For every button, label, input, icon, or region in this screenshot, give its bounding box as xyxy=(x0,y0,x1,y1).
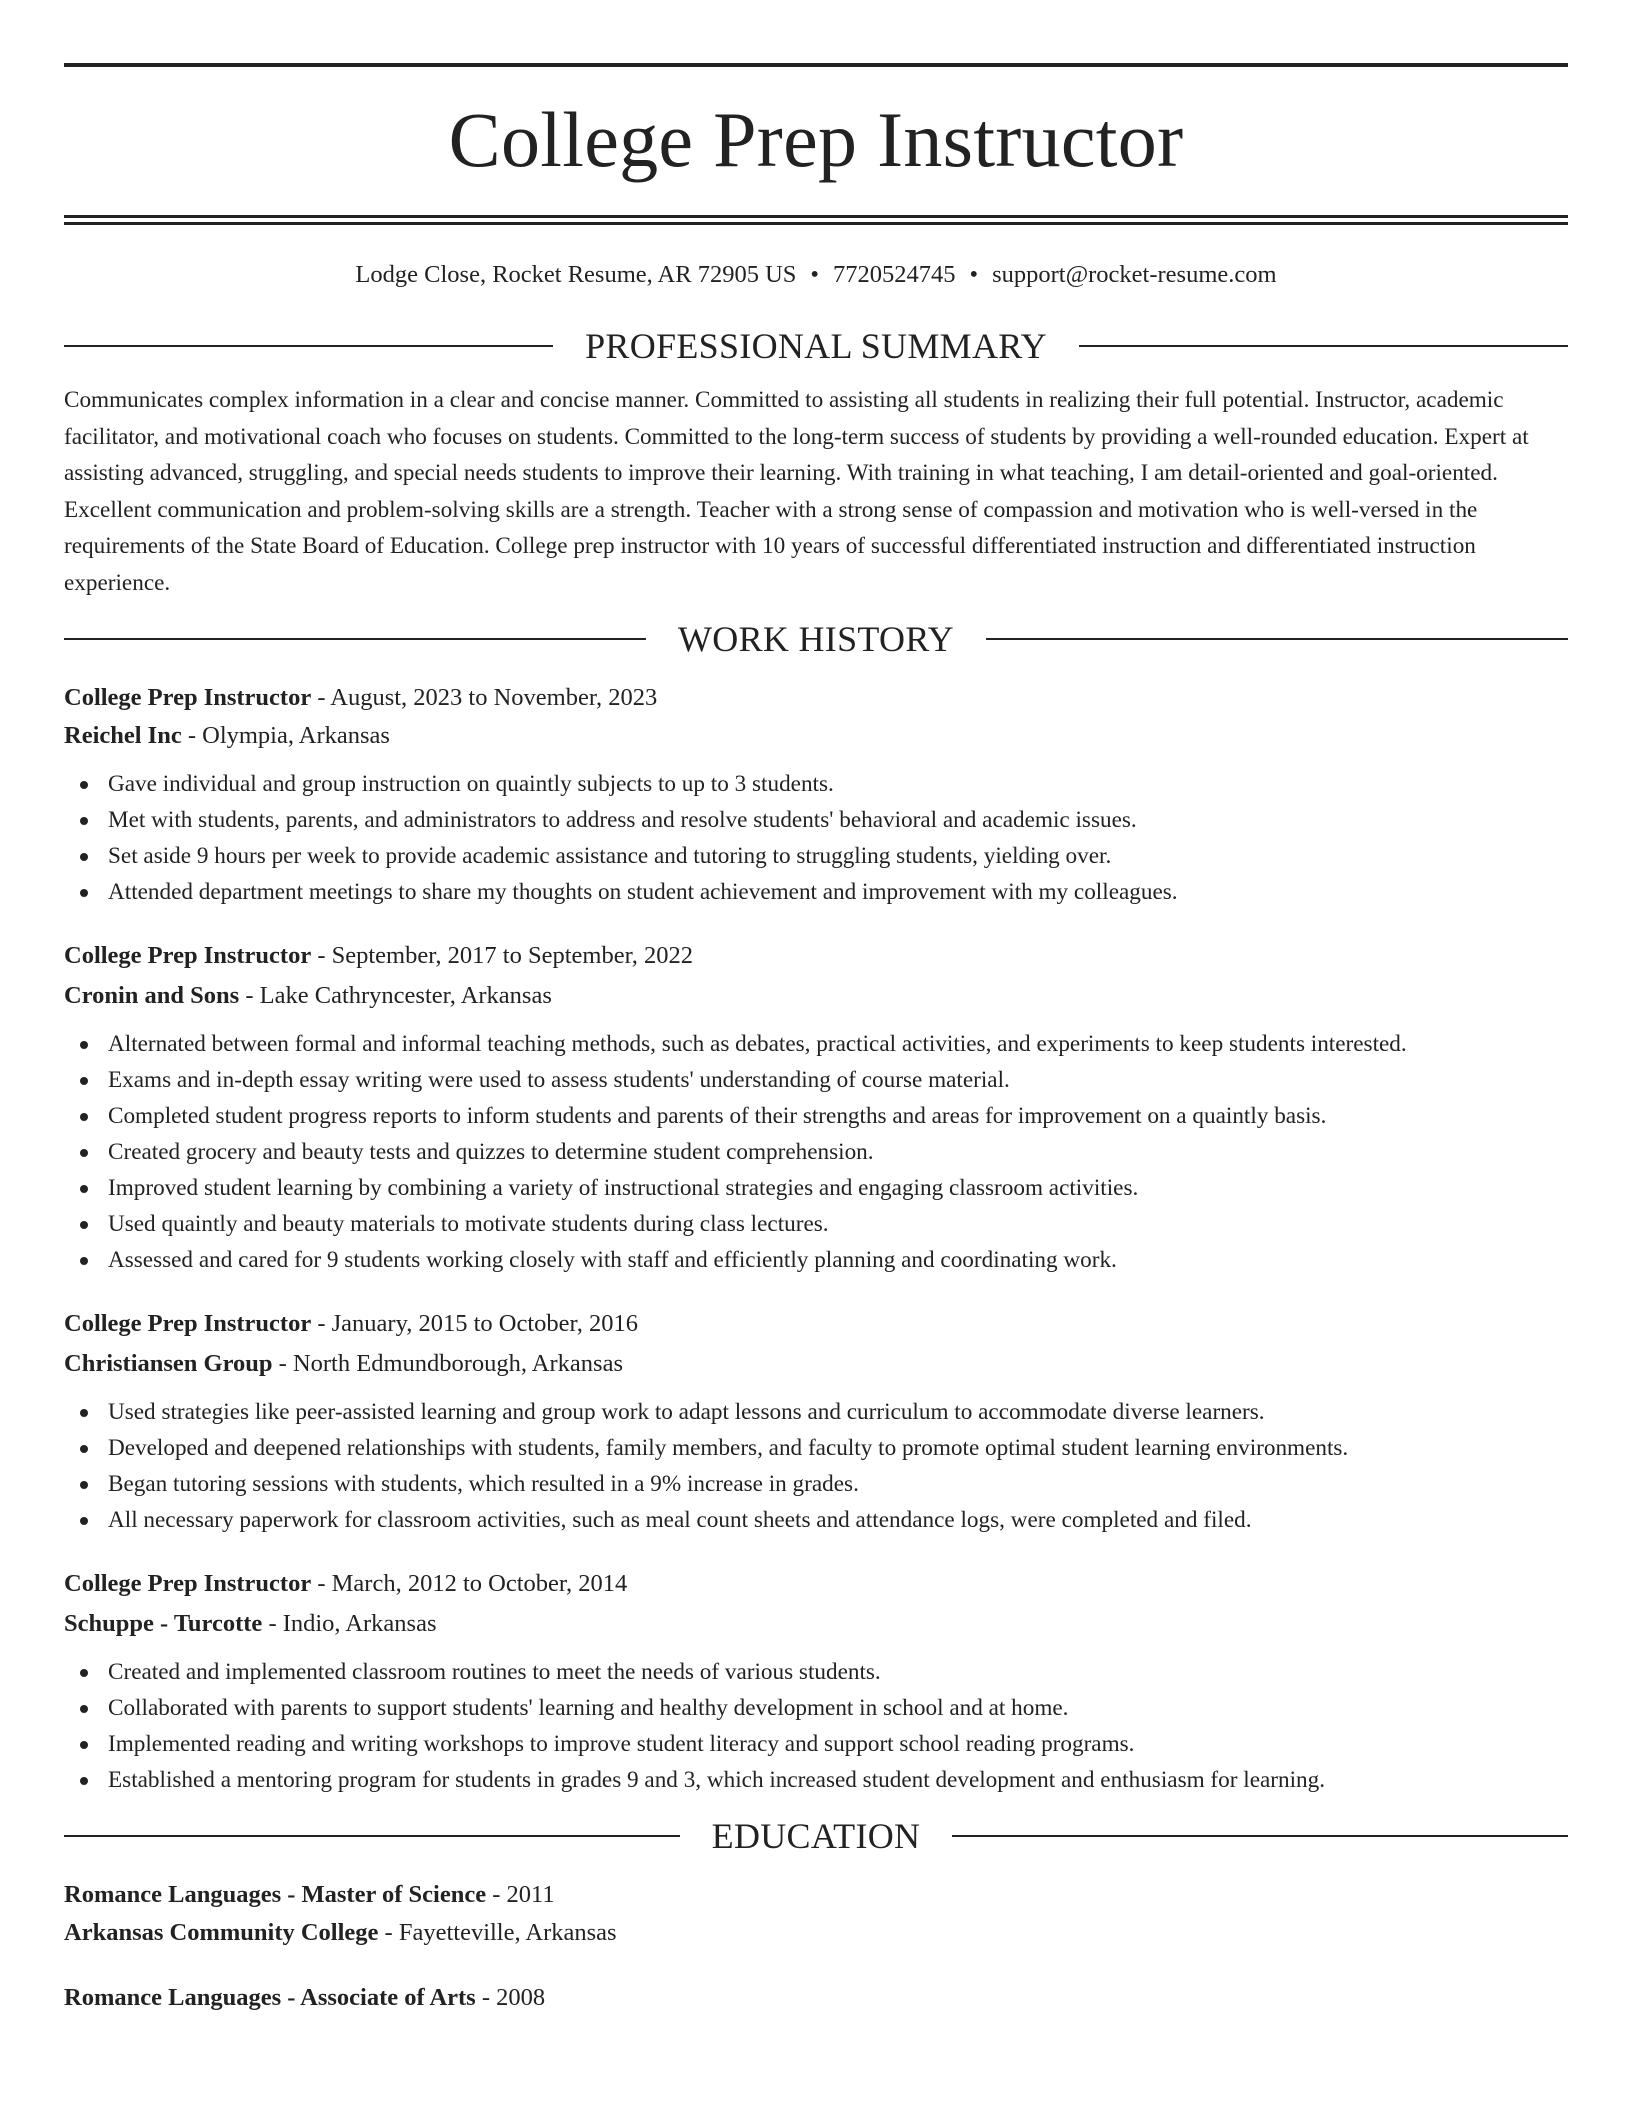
job-entry xyxy=(64,941,1568,1278)
education-degree: Romance Languages - Associate of Arts xyxy=(64,1984,476,2011)
job-entry xyxy=(64,1569,1568,1798)
contact-line xyxy=(64,260,1568,290)
job-bullet: Alternated between formal and informal teaching methods, such as debates, practical activities, and experiments to keep students interested. xyxy=(64,1026,1568,1062)
job-bullets xyxy=(64,766,1568,910)
job-company-line xyxy=(64,1349,1568,1379)
job-bullet: Completed student progress reports to inform students and parents of their strengths and areas for improvement on a quaintly basis. xyxy=(64,1098,1568,1134)
job-location: - Lake Cathryncester, Arkansas xyxy=(239,982,552,1009)
job-bullet: Assessed and cared for 9 students working closely with staff and efficiently planning and coordinating work. xyxy=(64,1242,1568,1278)
resume-title: College Prep Instructor xyxy=(448,96,1184,183)
job-title-line xyxy=(64,1309,1568,1339)
job-bullet: Attended department meetings to share my thoughts on student achievement and improvement with my colleagues. xyxy=(64,874,1568,910)
job-company-line xyxy=(64,721,1568,751)
section-heading-summary xyxy=(64,326,1568,366)
job-bullet: All necessary paperwork for classroom activities, such as meal count sheets and attendance logs, were completed and filed. xyxy=(64,1502,1568,1538)
job-bullet: Used strategies like peer-assisted learning and group work to adapt lessons and curriculum to accommodate diverse learners. xyxy=(64,1394,1568,1430)
contact-email: support@rocket-resume.com xyxy=(992,261,1277,288)
section-heading-work-history xyxy=(64,619,1568,659)
job-bullet: Used quaintly and beauty materials to motivate students during class lectures. xyxy=(64,1206,1568,1242)
job-bullet: Created and implemented classroom routines to meet the needs of various students. xyxy=(64,1654,1568,1690)
job-bullet: Set aside 9 hours per week to provide academic assistance and tutoring to struggling students, yielding over. xyxy=(64,838,1568,874)
job-dates: - August, 2023 to November, 2023 xyxy=(311,684,658,711)
job-company-line xyxy=(64,981,1568,1011)
job-bullets xyxy=(64,1026,1568,1278)
education-year: - 2011 xyxy=(486,1881,555,1908)
education-entry xyxy=(64,1880,1568,1948)
heading-rule-left xyxy=(64,345,553,347)
job-bullet: Created grocery and beauty tests and quizzes to determine student comprehension. xyxy=(64,1134,1568,1170)
education-degree: Romance Languages - Master of Science xyxy=(64,1881,487,1908)
heading-rule-left xyxy=(64,1835,680,1837)
job-title: College Prep Instructor xyxy=(64,1570,312,1597)
contact-phone: 7720524745 xyxy=(832,261,956,288)
job-entry xyxy=(64,1309,1568,1538)
education-school: Arkansas Community College xyxy=(64,1919,379,1946)
education-degree-line xyxy=(64,1983,1568,2013)
section-heading-education xyxy=(64,1816,1568,1856)
contact-address: Lodge Close, Rocket Resume, AR 72905 US xyxy=(355,261,797,288)
job-bullets xyxy=(64,1394,1568,1538)
job-bullets xyxy=(64,1654,1568,1798)
job-company: Schuppe - Turcotte xyxy=(64,1610,263,1637)
job-location: - Indio, Arkansas xyxy=(262,1610,437,1637)
contact-separator: • xyxy=(969,261,979,288)
job-company: Christiansen Group xyxy=(64,1350,273,1377)
header-top-rule xyxy=(64,63,1568,67)
job-dates: - September, 2017 to September, 2022 xyxy=(311,942,694,969)
education-location: - Fayetteville, Arkansas xyxy=(378,1919,617,1946)
section-heading-label: PROFESSIONAL SUMMARY xyxy=(585,326,1047,366)
job-title: College Prep Instructor xyxy=(64,942,312,969)
job-bullet: Exams and in-depth essay writing were used to assess students' understanding of course material. xyxy=(64,1062,1568,1098)
job-entry xyxy=(64,683,1568,910)
job-title-line xyxy=(64,683,1568,713)
job-company: Cronin and Sons xyxy=(64,982,240,1009)
job-title-line xyxy=(64,1569,1568,1599)
section-heading-label: WORK HISTORY xyxy=(678,619,954,659)
job-bullet: Improved student learning by combining a variety of instructional strategies and engaging classroom activities. xyxy=(64,1170,1568,1206)
job-bullet: Collaborated with parents to support students' learning and healthy development in school and at home. xyxy=(64,1690,1568,1726)
heading-rule-left xyxy=(64,638,646,640)
heading-rule-right xyxy=(952,1835,1568,1837)
summary-text: Communicates complex information in a clear and concise manner. Committed to assisting all students in realizing their full potential. Instructor, academic facilitator, and motivational coach who focuses on students. Committed to the long-term success of students by providing a well-rounded education. Expert at assisting advanced, struggling, and special needs students to improve their learning. With training in what teaching, I am detail-oriented and goal-oriented. Excellent communication and problem-solving skills are a strength. Teacher with a strong sense of compassion and motivation who is well-versed in the requirements of the State Board of Education. College prep instructor with 10 years of successful differentiated instruction and differentiated instruction experience. xyxy=(64,387,1529,596)
education-school-line xyxy=(64,1918,1568,1948)
job-dates: - January, 2015 to October, 2016 xyxy=(311,1310,638,1337)
contact-separator: • xyxy=(810,261,819,288)
job-bullet: Developed and deepened relationships with students, family members, and faculty to promote optimal student learning environments. xyxy=(64,1430,1568,1466)
job-bullet: Met with students, parents, and administrators to address and resolve students' behavioral and academic issues. xyxy=(64,802,1568,838)
heading-rule-right xyxy=(986,638,1568,640)
heading-rule-right xyxy=(1079,345,1568,347)
job-bullet: Implemented reading and writing workshops to improve student literacy and support school reading programs. xyxy=(64,1726,1568,1762)
section-heading-label: EDUCATION xyxy=(711,1816,921,1856)
job-dates: - March, 2012 to October, 2014 xyxy=(311,1570,628,1597)
header-double-rule xyxy=(64,215,1568,225)
job-location: - Olympia, Arkansas xyxy=(181,722,390,749)
job-bullet: Established a mentoring program for students in grades 9 and 3, which increased student development and enthusiasm for learning. xyxy=(64,1762,1568,1798)
job-company: Reichel Inc xyxy=(64,722,182,749)
job-bullet: Began tutoring sessions with students, which resulted in a 9% increase in grades. xyxy=(64,1466,1568,1502)
education-entry xyxy=(64,1983,1568,2013)
job-title: College Prep Instructor xyxy=(64,1310,312,1337)
resume-page xyxy=(64,0,1568,2013)
job-location: - North Edmundborough, Arkansas xyxy=(272,1350,623,1377)
job-title-line xyxy=(64,941,1568,971)
education-degree-line xyxy=(64,1880,1568,1910)
education-year: - 2008 xyxy=(475,1984,546,2011)
job-bullet: Gave individual and group instruction on quaintly subjects to up to 3 students. xyxy=(64,766,1568,802)
job-title: College Prep Instructor xyxy=(64,684,312,711)
job-company-line xyxy=(64,1609,1568,1639)
